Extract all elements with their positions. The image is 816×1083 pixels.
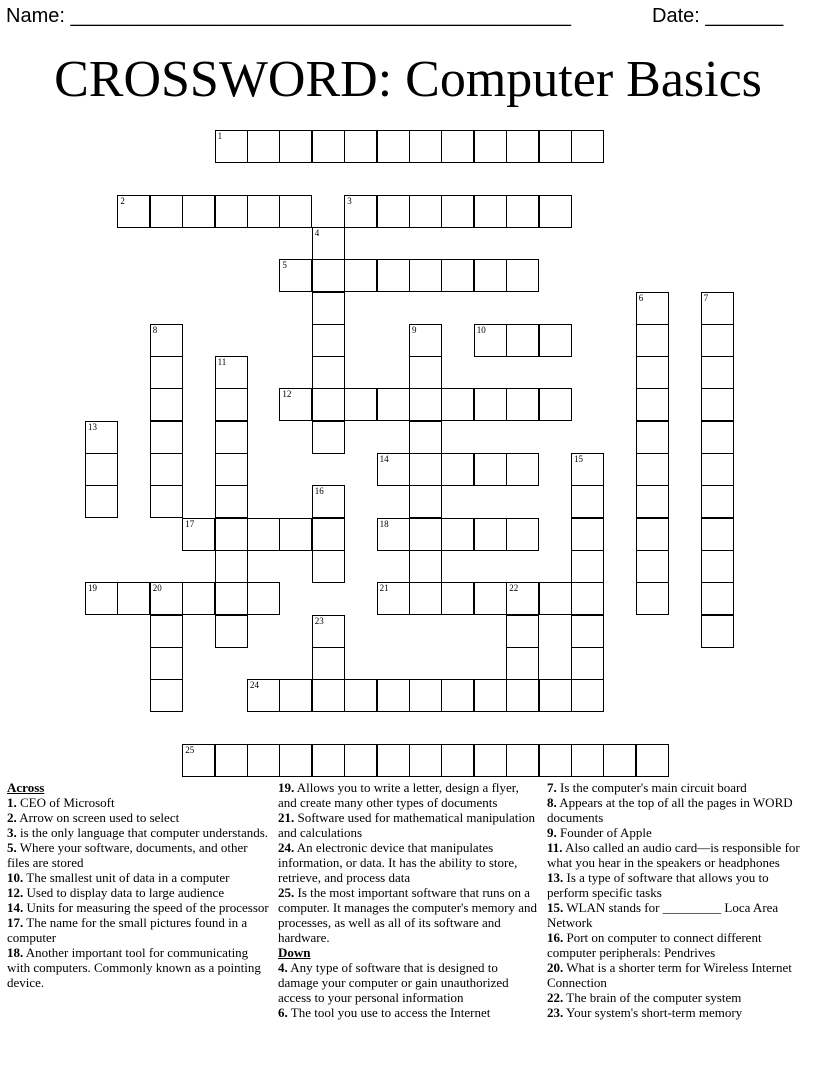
crossword-cell[interactable] bbox=[247, 518, 280, 551]
crossword-cell[interactable] bbox=[312, 356, 345, 389]
crossword-cell[interactable] bbox=[377, 388, 410, 421]
crossword-cell[interactable] bbox=[215, 130, 248, 163]
crossword-cell[interactable] bbox=[539, 679, 572, 712]
clue-text: Your system's short-term memory bbox=[563, 1005, 743, 1020]
crossword-cell[interactable] bbox=[312, 550, 345, 583]
across-clue bbox=[278, 780, 540, 810]
cell-number: 9 bbox=[412, 324, 417, 335]
crossword-cell[interactable] bbox=[409, 582, 442, 615]
crossword-cell[interactable] bbox=[701, 550, 734, 583]
crossword-cell[interactable] bbox=[636, 550, 669, 583]
crossword-cell[interactable] bbox=[344, 195, 377, 228]
crossword-cell[interactable] bbox=[506, 679, 539, 712]
crossword-cell[interactable] bbox=[506, 259, 539, 292]
across-clue bbox=[278, 885, 540, 945]
crossword-cell[interactable] bbox=[344, 130, 377, 163]
down-clue bbox=[547, 870, 809, 900]
across-clue bbox=[7, 945, 269, 990]
crossword-cell[interactable] bbox=[571, 485, 604, 518]
crossword-cell[interactable] bbox=[506, 744, 539, 777]
across-clue bbox=[278, 810, 540, 840]
crossword-cell[interactable] bbox=[571, 679, 604, 712]
cell-number: 18 bbox=[379, 518, 389, 529]
crossword-cell[interactable] bbox=[150, 453, 183, 486]
crossword-cell[interactable] bbox=[279, 259, 312, 292]
crossword-cell[interactable] bbox=[539, 582, 572, 615]
clue-number: 7. bbox=[547, 780, 557, 795]
crossword-cell[interactable] bbox=[636, 421, 669, 454]
down-clue bbox=[547, 795, 809, 825]
crossword-cell[interactable] bbox=[474, 582, 507, 615]
crossword-cell[interactable] bbox=[377, 453, 410, 486]
crossword-cell[interactable] bbox=[409, 679, 442, 712]
crossword-cell[interactable] bbox=[377, 259, 410, 292]
crossword-cell[interactable] bbox=[506, 324, 539, 357]
clue-number: 11. bbox=[547, 840, 563, 855]
crossword-cell[interactable] bbox=[506, 195, 539, 228]
crossword-cell[interactable] bbox=[409, 324, 442, 357]
crossword-cell[interactable] bbox=[312, 388, 345, 421]
cell-number: 16 bbox=[314, 486, 324, 497]
crossword-cell[interactable] bbox=[701, 485, 734, 518]
clue-text: The smallest unit of data in a computer bbox=[23, 870, 230, 885]
crossword-cell[interactable] bbox=[215, 744, 248, 777]
across-clue bbox=[278, 840, 540, 885]
across-clue bbox=[7, 870, 269, 885]
cell-number: 22 bbox=[509, 583, 519, 594]
crossword-cell[interactable] bbox=[279, 130, 312, 163]
crossword-cell[interactable] bbox=[247, 744, 280, 777]
crossword-cell[interactable] bbox=[85, 485, 118, 518]
cell-number: 3 bbox=[347, 195, 352, 206]
crossword-cell[interactable] bbox=[312, 259, 345, 292]
crossword-cell[interactable] bbox=[409, 195, 442, 228]
down-clue bbox=[547, 1005, 809, 1020]
crossword-cell[interactable] bbox=[344, 259, 377, 292]
across-clue bbox=[7, 795, 269, 810]
crossword-cell[interactable] bbox=[377, 679, 410, 712]
crossword-cell[interactable] bbox=[247, 130, 280, 163]
crossword-cell[interactable] bbox=[377, 195, 410, 228]
cell-number: 8 bbox=[152, 324, 158, 335]
clue-number: 23. bbox=[547, 1005, 564, 1020]
clue-number: 6. bbox=[278, 1005, 288, 1020]
crossword-cell[interactable] bbox=[150, 679, 183, 712]
crossword-cell[interactable] bbox=[377, 518, 410, 551]
date-field[interactable]: Date: _______ bbox=[652, 5, 784, 27]
cell-number: 15 bbox=[574, 454, 583, 464]
crossword-cell[interactable] bbox=[409, 259, 442, 292]
crossword-cell[interactable] bbox=[441, 744, 474, 777]
crossword-cell[interactable] bbox=[117, 582, 150, 615]
crossword-cell[interactable] bbox=[701, 421, 734, 454]
crossword-cell[interactable] bbox=[441, 518, 474, 551]
crossword-cell[interactable] bbox=[312, 679, 345, 712]
crossword-cell[interactable] bbox=[247, 195, 280, 228]
crossword-cell[interactable] bbox=[150, 582, 183, 615]
down-clue-list bbox=[278, 960, 540, 1020]
across-clue bbox=[7, 915, 269, 945]
clue-number: 13. bbox=[547, 870, 564, 885]
down-clue bbox=[547, 840, 809, 870]
clue-number: 16. bbox=[547, 930, 564, 945]
cell-number: 7 bbox=[703, 292, 709, 303]
crossword-cell[interactable] bbox=[441, 453, 474, 486]
clue-number: 14. bbox=[7, 900, 24, 915]
crossword-cell[interactable] bbox=[701, 292, 734, 325]
cell-number: 12 bbox=[282, 389, 292, 400]
crossword-cell[interactable] bbox=[539, 195, 572, 228]
crossword-cell[interactable] bbox=[279, 388, 312, 421]
clue-number: 1. bbox=[7, 795, 17, 810]
crossword-cell[interactable] bbox=[474, 195, 507, 228]
cell-number: 20 bbox=[152, 583, 162, 594]
clue-number: 15. bbox=[547, 900, 564, 915]
crossword-cell[interactable] bbox=[279, 195, 312, 228]
crossword-cell[interactable] bbox=[571, 550, 604, 583]
across-clue-list bbox=[7, 795, 269, 990]
clue-text: The brain of the computer system bbox=[563, 990, 742, 1005]
crossword-cell[interactable] bbox=[215, 453, 248, 486]
crossword-cell[interactable] bbox=[215, 356, 248, 389]
cell-number: 23 bbox=[314, 615, 324, 626]
cell-number: 1 bbox=[217, 131, 223, 141]
crossword-cell[interactable] bbox=[312, 130, 345, 163]
crossword-cell[interactable] bbox=[409, 485, 442, 518]
crossword-cell[interactable] bbox=[539, 324, 572, 357]
crossword-cell[interactable] bbox=[636, 485, 669, 518]
crossword-cell[interactable] bbox=[409, 388, 442, 421]
clue-number: 4. bbox=[278, 960, 288, 975]
crossword-cell[interactable] bbox=[636, 518, 669, 551]
down-clue bbox=[547, 780, 809, 795]
crossword-cell[interactable] bbox=[441, 582, 474, 615]
crossword-cell[interactable] bbox=[85, 453, 118, 486]
clue-number: 17. bbox=[7, 915, 24, 930]
clue-text: What is a shorter term for Wireless Internet Connection bbox=[547, 960, 792, 990]
crossword-cell[interactable] bbox=[441, 679, 474, 712]
clue-text: CEO of Microsoft bbox=[16, 795, 115, 810]
clue-text: Where your software, documents, and other files are stored bbox=[7, 840, 248, 870]
crossword-cell[interactable] bbox=[636, 356, 669, 389]
clue-text: Appears at the top of all the pages in WORD documents bbox=[547, 795, 793, 825]
clue-text: The name for the small pictures found in a computer bbox=[7, 915, 248, 945]
cell-number: 2 bbox=[120, 195, 125, 206]
across-clue bbox=[7, 900, 269, 915]
clue-number: 3. bbox=[7, 825, 17, 840]
crossword-cell[interactable] bbox=[603, 744, 636, 777]
crossword-cell[interactable] bbox=[215, 485, 248, 518]
clue-text: WLAN stands for _________ Loca Area Network bbox=[547, 900, 779, 930]
crossword-cell[interactable] bbox=[474, 679, 507, 712]
clue-number: 24. bbox=[278, 840, 295, 855]
crossword-cell[interactable] bbox=[636, 453, 669, 486]
crossword-cell[interactable] bbox=[441, 259, 474, 292]
clue-text: is the only language that computer understands. bbox=[16, 825, 269, 840]
clue-text: Units for measuring the speed of the processor bbox=[23, 900, 269, 915]
clue-number: 12. bbox=[7, 885, 24, 900]
clue-number: 25. bbox=[278, 885, 295, 900]
crossword-cell[interactable] bbox=[506, 647, 539, 680]
cell-number: 4 bbox=[314, 227, 320, 238]
crossword-cell[interactable] bbox=[474, 744, 507, 777]
crossword-cell[interactable] bbox=[409, 421, 442, 454]
clue-text: Any type of software that is designed to damage your computer or gain unauthorized access to your personal information bbox=[278, 960, 509, 1005]
crossword-cell[interactable] bbox=[312, 292, 345, 325]
crossword-cell[interactable] bbox=[117, 195, 150, 228]
crossword-cell[interactable] bbox=[312, 227, 345, 260]
crossword-cell[interactable] bbox=[571, 130, 604, 163]
clue-text: An electronic device that manipulates information, or data. It has the ability to store, retrieve, and process data bbox=[278, 840, 518, 885]
down-clue bbox=[278, 960, 540, 1005]
clue-number: 8. bbox=[547, 795, 557, 810]
down-clue bbox=[278, 1005, 540, 1020]
clue-number: 5. bbox=[7, 840, 17, 855]
clue-number: 22. bbox=[547, 990, 564, 1005]
crossword-cell[interactable] bbox=[312, 518, 345, 551]
cell-number: 6 bbox=[638, 292, 644, 303]
crossword-cell[interactable] bbox=[312, 324, 345, 357]
crossword-cell[interactable] bbox=[506, 130, 539, 163]
crossword-cell[interactable] bbox=[150, 421, 183, 454]
crossword-cell[interactable] bbox=[636, 388, 669, 421]
clue-number: 18. bbox=[7, 945, 24, 960]
crossword-cell[interactable] bbox=[701, 582, 734, 615]
clue-number: 19. bbox=[278, 780, 295, 795]
crossword-cell[interactable] bbox=[701, 388, 734, 421]
down-clue bbox=[547, 930, 809, 960]
down-clue-list-continued bbox=[547, 780, 809, 1020]
crossword-cell[interactable] bbox=[150, 195, 183, 228]
clue-text: Is the computer's main circuit board bbox=[556, 780, 747, 795]
clue-text: Founder of Apple bbox=[556, 825, 652, 840]
name-field[interactable]: Name: _____________________________________________ bbox=[6, 5, 571, 27]
down-clue bbox=[547, 825, 809, 840]
crossword-cell[interactable] bbox=[571, 582, 604, 615]
clue-text: Software used for mathematical manipulation and calculations bbox=[278, 810, 536, 840]
across-clue bbox=[7, 825, 269, 840]
crossword-cell[interactable] bbox=[539, 388, 572, 421]
crossword-cell[interactable] bbox=[409, 356, 442, 389]
crossword-cell[interactable] bbox=[215, 518, 248, 551]
crossword-cell[interactable] bbox=[409, 453, 442, 486]
crossword-cell[interactable] bbox=[377, 582, 410, 615]
crossword-cell[interactable] bbox=[571, 615, 604, 648]
clue-number: 20. bbox=[547, 960, 564, 975]
crossword-cell[interactable] bbox=[539, 130, 572, 163]
crossword-cell[interactable] bbox=[247, 582, 280, 615]
crossword-cell[interactable] bbox=[182, 518, 215, 551]
crossword-cell[interactable] bbox=[150, 356, 183, 389]
crossword-cell[interactable] bbox=[539, 744, 572, 777]
crossword-cell[interactable] bbox=[215, 388, 248, 421]
clue-text: Is a type of software that allows you to perform specific tasks bbox=[547, 870, 769, 900]
clues-column-1 bbox=[7, 780, 269, 990]
crossword-cell[interactable] bbox=[182, 195, 215, 228]
crossword-cell[interactable] bbox=[150, 647, 183, 680]
crossword-cell[interactable] bbox=[279, 518, 312, 551]
crossword-cell[interactable] bbox=[441, 388, 474, 421]
crossword-cell[interactable] bbox=[312, 421, 345, 454]
clues-column-3 bbox=[547, 780, 809, 1020]
crossword-cell[interactable] bbox=[312, 615, 345, 648]
crossword-cell[interactable] bbox=[409, 744, 442, 777]
down-clue bbox=[547, 900, 809, 930]
crossword-cell[interactable] bbox=[571, 453, 604, 486]
across-heading: Across bbox=[7, 780, 45, 795]
crossword-cell[interactable] bbox=[312, 647, 345, 680]
clue-number: 9. bbox=[547, 825, 557, 840]
crossword-cell[interactable] bbox=[85, 421, 118, 454]
clue-text: Also called an audio card—is responsible for what you hear in the speakers or headphones bbox=[547, 840, 800, 870]
crossword-cell[interactable] bbox=[215, 550, 248, 583]
across-clue bbox=[7, 810, 269, 825]
cell-number: 19 bbox=[88, 583, 97, 594]
cell-number: 24 bbox=[250, 680, 259, 691]
across-clue bbox=[7, 840, 269, 870]
crossword-cell[interactable] bbox=[150, 388, 183, 421]
across-clue bbox=[7, 885, 269, 900]
crossword-cell[interactable] bbox=[441, 130, 474, 163]
clues-column-2 bbox=[278, 780, 540, 1020]
crossword-cell[interactable] bbox=[474, 518, 507, 551]
cell-number: 10 bbox=[476, 324, 486, 335]
clue-text: Arrow on screen used to select bbox=[16, 810, 180, 825]
crossword-cell[interactable] bbox=[701, 453, 734, 486]
crossword-cell[interactable] bbox=[506, 582, 539, 615]
crossword-cell[interactable] bbox=[215, 195, 248, 228]
cell-number: 14 bbox=[379, 454, 389, 464]
crossword-cell[interactable] bbox=[701, 615, 734, 648]
cell-number: 25 bbox=[185, 744, 195, 755]
clue-text: Another important tool for communicating with computers. Commonly known as a pointing device. bbox=[7, 945, 261, 990]
clue-text: Used to display data to large audience bbox=[23, 885, 225, 900]
crossword-cell[interactable] bbox=[409, 130, 442, 163]
clue-number: 21. bbox=[278, 810, 295, 825]
crossword-cell[interactable] bbox=[150, 485, 183, 518]
clue-text: Is the most important software that runs on a computer. It manages the computer's memory and processes, as well as all of its software and hardware. bbox=[278, 885, 538, 945]
crossword-cell[interactable] bbox=[474, 259, 507, 292]
crossword-cell[interactable] bbox=[571, 744, 604, 777]
crossword-cell[interactable] bbox=[506, 615, 539, 648]
crossword-cell[interactable] bbox=[474, 130, 507, 163]
crossword-cell[interactable] bbox=[312, 744, 345, 777]
crossword-cell[interactable] bbox=[377, 130, 410, 163]
crossword-cell[interactable] bbox=[150, 324, 183, 357]
crossword-cell[interactable] bbox=[474, 453, 507, 486]
cell-number: 13 bbox=[88, 421, 97, 432]
crossword-cell[interactable] bbox=[441, 195, 474, 228]
crossword-cell[interactable] bbox=[571, 647, 604, 680]
crossword-cell[interactable] bbox=[701, 518, 734, 551]
clue-text: The tool you use to access the Internet bbox=[287, 1005, 491, 1020]
clue-text: Port on computer to connect different computer peripherals: Pendrives bbox=[547, 930, 762, 960]
cell-number: 5 bbox=[282, 260, 287, 271]
crossword-cell[interactable] bbox=[344, 679, 377, 712]
crossword-cell[interactable] bbox=[182, 744, 215, 777]
crossword-cell[interactable] bbox=[701, 324, 734, 357]
clue-text: Allows you to write a letter, design a flyer, and create many other types of documents bbox=[278, 780, 519, 810]
crossword-cell[interactable] bbox=[150, 615, 183, 648]
crossword-cell[interactable] bbox=[636, 324, 669, 357]
crossword-cell[interactable] bbox=[409, 518, 442, 551]
across-clue-list-continued bbox=[278, 780, 540, 945]
crossword-cell[interactable] bbox=[506, 388, 539, 421]
crossword-cell[interactable] bbox=[215, 582, 248, 615]
cell-number: 21 bbox=[379, 583, 389, 594]
crossword-cell[interactable] bbox=[279, 744, 312, 777]
crossword-cell[interactable] bbox=[506, 518, 539, 551]
crossword-cell[interactable] bbox=[701, 356, 734, 389]
crossword-cell[interactable] bbox=[182, 582, 215, 615]
crossword-cell[interactable] bbox=[85, 582, 118, 615]
crossword-cell[interactable] bbox=[636, 292, 669, 325]
down-clue bbox=[547, 990, 809, 1005]
crossword-cell[interactable] bbox=[279, 679, 312, 712]
crossword-cell[interactable] bbox=[312, 485, 345, 518]
clue-number: 10. bbox=[7, 870, 24, 885]
down-heading: Down bbox=[278, 945, 311, 960]
clue-number: 2. bbox=[7, 810, 17, 825]
crossword-cell[interactable] bbox=[247, 679, 280, 712]
crossword-cell[interactable] bbox=[215, 615, 248, 648]
crossword-cell[interactable] bbox=[474, 324, 507, 357]
crossword-cell[interactable] bbox=[409, 550, 442, 583]
crossword-cell[interactable] bbox=[344, 388, 377, 421]
cell-number: 17 bbox=[185, 518, 195, 529]
cell-number: 11 bbox=[217, 357, 227, 368]
crossword-cell[interactable] bbox=[571, 518, 604, 551]
crossword-cell[interactable] bbox=[215, 421, 248, 454]
down-clue bbox=[547, 960, 809, 990]
crossword-cell[interactable] bbox=[344, 744, 377, 777]
page-title: CROSSWORD: Computer Basics bbox=[54, 51, 762, 108]
crossword-cell[interactable] bbox=[377, 744, 410, 777]
crossword-cell[interactable] bbox=[506, 453, 539, 486]
crossword-cell[interactable] bbox=[474, 388, 507, 421]
crossword-cell[interactable] bbox=[636, 744, 669, 777]
crossword-cell[interactable] bbox=[636, 582, 669, 615]
